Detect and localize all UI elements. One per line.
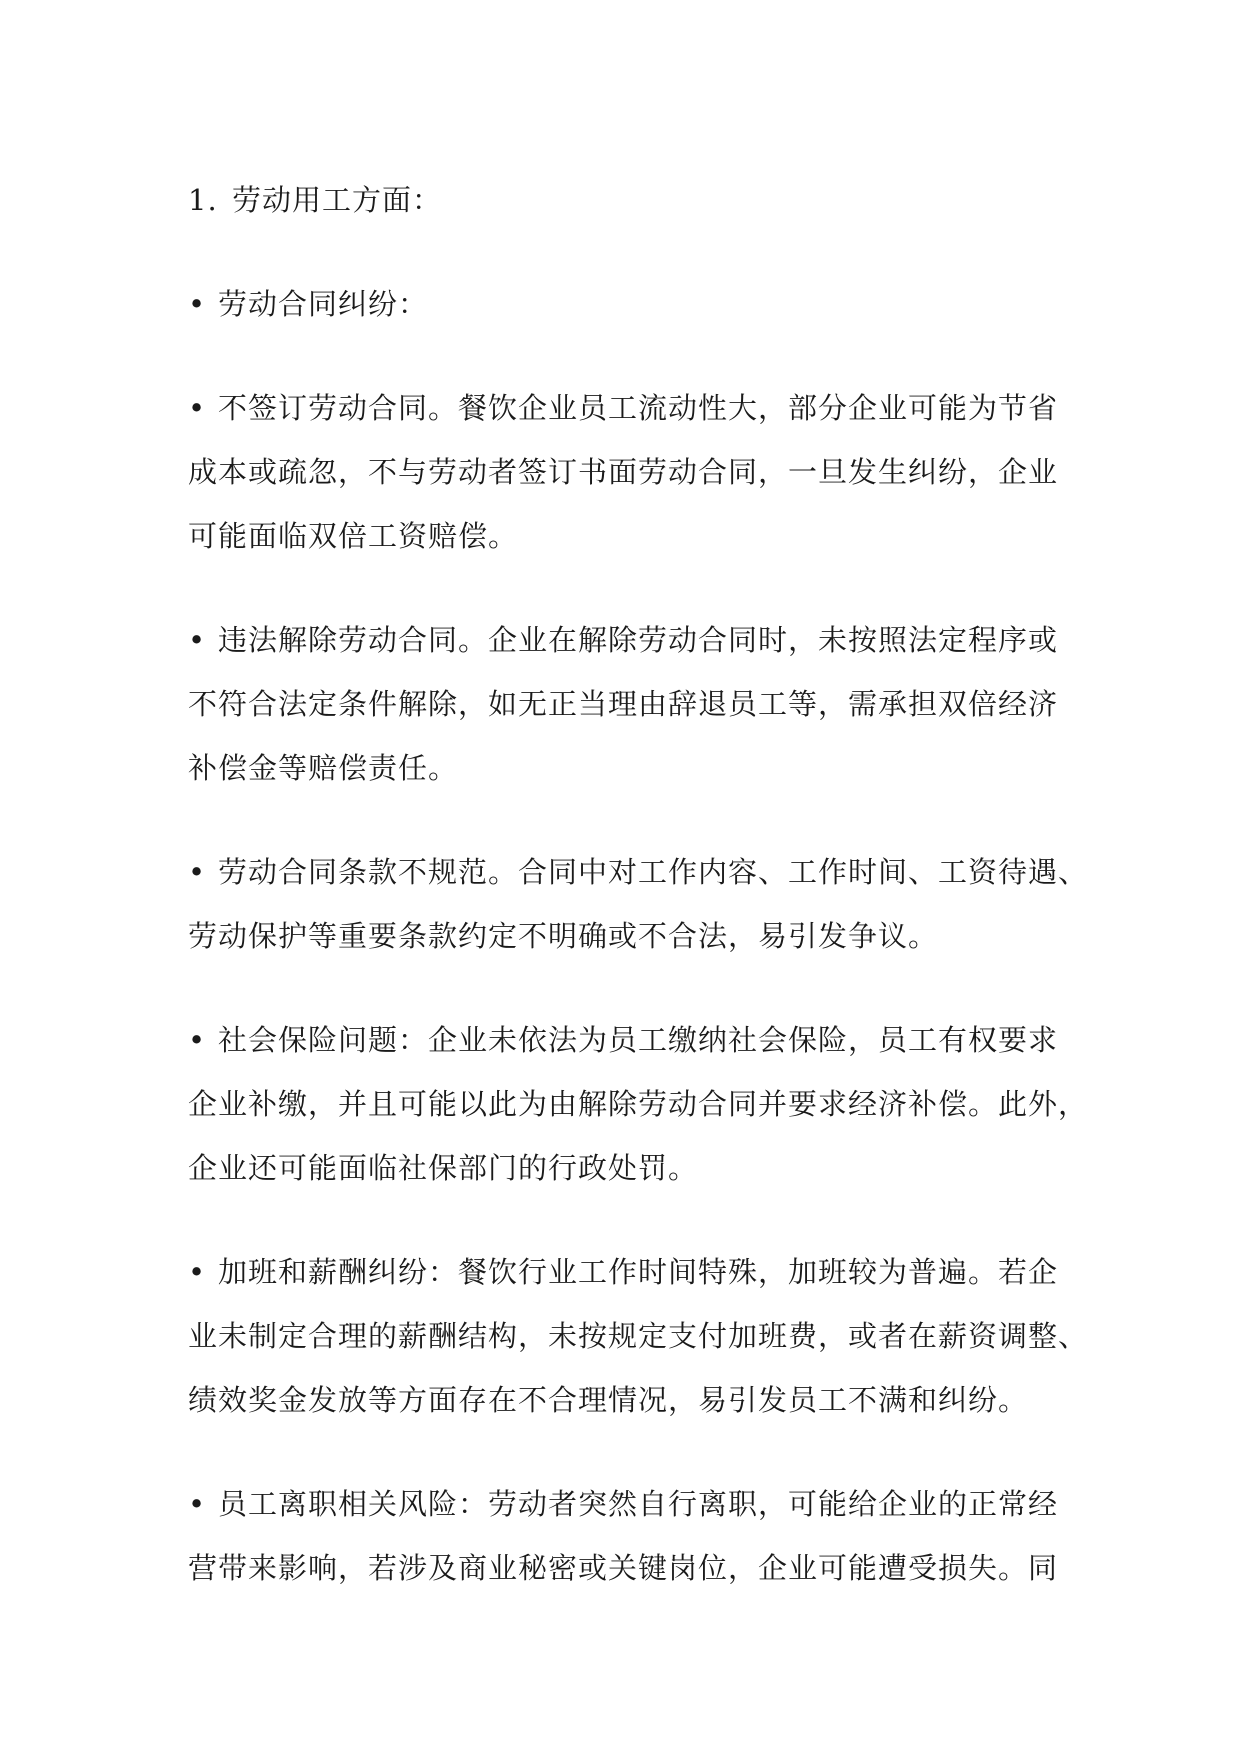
paragraph-line: 不符合法定条件解除，如无正当理由辞退员工等，需承担双倍经济 [188,687,1059,721]
bullet-icon: • [188,855,207,889]
bullet-icon: • [188,623,207,657]
paragraph-line [188,1240,1068,1304]
paragraph-line [188,608,1068,672]
bullet-paragraph [188,272,1068,336]
line-text: 社会保险问题：企业未依法为员工缴纳社会保险，员工有权要求 [218,1023,1059,1057]
line-text: 加班和薪酬纠纷：餐饮行业工作时间特殊，加班较为普遍。若企 [218,1255,1059,1289]
line-text: 违法解除劳动合同。企业在解除劳动合同时，未按照法定程序或 [218,623,1059,657]
section-heading [188,168,1068,232]
bullet-icon: • [188,391,207,425]
bullet-icon: • [188,1255,207,1289]
line-text: 员工离职相关风险：劳动者突然自行离职，可能给企业的正常经 [218,1487,1059,1521]
paragraph-line [188,376,1068,440]
paragraph-line: 企业补缴，并且可能以此为由解除劳动合同并要求经济补偿。此外， [188,1087,1089,1121]
bullet-icon: • [188,1023,207,1057]
paragraph-line [188,1472,1068,1536]
heading-number: 1. [188,183,218,217]
line-text: 劳动合同条款不规范。合同中对工作内容、工作时间、工资待遇、 [218,855,1089,889]
bullet-icon: • [188,1487,207,1521]
bullet-icon: • [188,287,207,321]
paragraph-line: 营带来影响，若涉及商业秘密或关键岗位，企业可能遭受损失。同 [188,1551,1059,1585]
line-text: 劳动合同纠纷： [218,287,429,321]
bullet-paragraph [188,376,1068,568]
bullet-paragraph [188,1240,1089,1432]
paragraph-line: 劳动保护等重要条款约定不明确或不合法，易引发争议。 [188,919,939,953]
paragraph-line: 绩效奖金发放等方面存在不合理情况，易引发员工不满和纠纷。 [188,1383,1029,1417]
line-text: 不签订劳动合同。餐饮企业员工流动性大，部分企业可能为节省 [218,391,1059,425]
paragraph-line [188,272,1068,336]
bullet-paragraph [188,608,1068,800]
bullet-paragraph [188,1008,1089,1200]
document-page [188,168,1089,1600]
paragraph-line [188,840,1089,904]
paragraph-line: 可能面临双倍工资赔偿。 [188,519,519,553]
paragraph-line: 成本或疏忽，不与劳动者签订书面劳动合同，一旦发生纠纷，企业 [188,455,1059,489]
bullet-paragraph [188,1472,1068,1600]
paragraph-line [188,1008,1068,1072]
bullet-paragraph [188,840,1089,968]
paragraph-line: 补偿金等赔偿责任。 [188,751,459,785]
paragraph-line: 企业还可能面临社保部门的行政处罚。 [188,1151,699,1185]
heading-text: 劳动用工方面： [232,183,443,217]
paragraph-line: 业未制定合理的薪酬结构，未按规定支付加班费，或者在薪资调整、 [188,1319,1089,1353]
